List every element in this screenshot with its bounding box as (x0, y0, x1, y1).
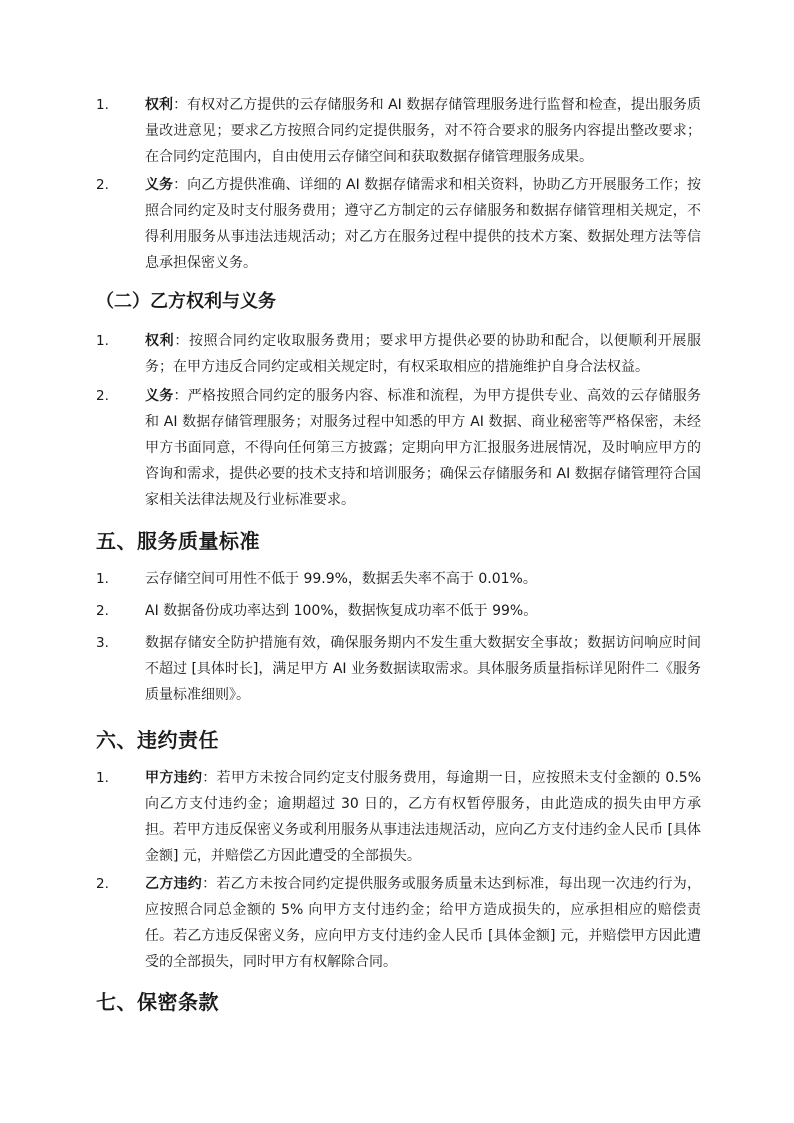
list-item-text: 权利：按照合同约定收取服务费用；要求甲方提供必要的协助和配合，以便顺利开展服务；在甲方违反合同约定或相关规定时，有权采取相应的措施维护自身合法权益。 (145, 333, 702, 375)
list-item-text: 权利：有权对乙方提供的云存储服务和 AI 数据存储管理服务进行监督和检查，提出服务质量改进意见；要求乙方按照合同约定提供服务，对不符合要求的服务内容提出整改要求；在合同约定范围内，自由使用云存储空间和获取数据存储管理服务成果。 (145, 97, 702, 165)
list-item-text: AI 数据备份成功率达到 100%，数据恢复成功率不低于 99%。 (145, 603, 538, 619)
list-item-text: 甲方违约：若甲方未按合同约定支付服务费用，每逾期一日，应按照未支付金额的 0.5% 向乙方支付违约金；逾期超过 30 日的，乙方有权暂停服务，由此造成的损失由甲方承担。若甲方违反保密义务或利用服务从事违法违规活动，应向乙方支付违约金人民币 [具体金额] 元，并赔偿乙方因此遭受的全部损失。 (145, 770, 701, 864)
list-item-text: 云存储空间可用性不低于 99.9%，数据丢失率不高于 0.01%。 (145, 571, 537, 587)
item-label: 乙方违约 (145, 876, 203, 892)
list-number: 2. (96, 388, 109, 404)
list-number: 2. (96, 603, 109, 619)
list-number: 1. (96, 97, 109, 113)
section-heading: 七、保密条款 (96, 990, 219, 1014)
section-heading: 五、服务质量标准 (96, 529, 260, 553)
item-label: 义务 (145, 177, 174, 193)
item-label: 权利 (145, 97, 174, 113)
list-number: 2. (96, 177, 109, 193)
list-item-text: 数据存储安全防护措施有效，确保服务期内不发生重大数据安全事故；数据访问响应时间不超过 [具体时长]，满足甲方 AI 业务数据读取需求。具体服务质量指标详见附件二《服务质量标准细则》。 (145, 635, 701, 703)
list-number: 1. (96, 770, 109, 786)
list-item-text: 义务：向乙方提供准确、详细的 AI 数据存储需求和相关资料，协助乙方开展服务工作；按照合同约定及时支付服务费用；遵守乙方制定的云存储服务和数据存储管理相关规定，不得利用服务从事违法违规活动；对乙方在服务过程中提供的技术方案、数据处理方法等信息承担保密义务。 (145, 177, 702, 271)
item-label: 义务 (145, 388, 174, 404)
list-number: 1. (96, 571, 109, 587)
list-item-text: 义务：严格按照合同约定的服务内容、标准和流程，为甲方提供专业、高效的云存储服务和 AI 数据存储管理服务；对服务过程中知悉的甲方 AI 数据、商业秘密等严格保密，未经甲方书面同意，不得向任何第三方披露；定期向甲方汇报服务进展情况，及时响应甲方的咨询和需求，提供必要的技术支持和培训服务；确保云存储服务和 AI 数据存储管理符合国家相关法律法规及行业标准要求。 (145, 388, 702, 508)
list-number: 2. (96, 876, 109, 892)
list-number: 1. (96, 333, 109, 349)
section-heading: （二）乙方权利与义务 (96, 291, 276, 312)
list-number: 3. (96, 635, 109, 651)
item-label: 权利 (145, 333, 175, 349)
section-heading: 六、违约责任 (96, 728, 219, 752)
item-label: 甲方违约 (145, 770, 203, 786)
list-item-text: 乙方违约：若乙方未按合同约定提供服务或服务质量未达到标准，每出现一次违约行为，应按照合同总金额的 5% 向甲方支付违约金；给甲方造成损失的，应承担相应的赔偿责任。若乙方违反保密义务，应向甲方支付违约金人民币 [具体金额] 元，并赔偿甲方因此遭受的全部损失，同时甲方有权解除合同。 (145, 876, 702, 970)
